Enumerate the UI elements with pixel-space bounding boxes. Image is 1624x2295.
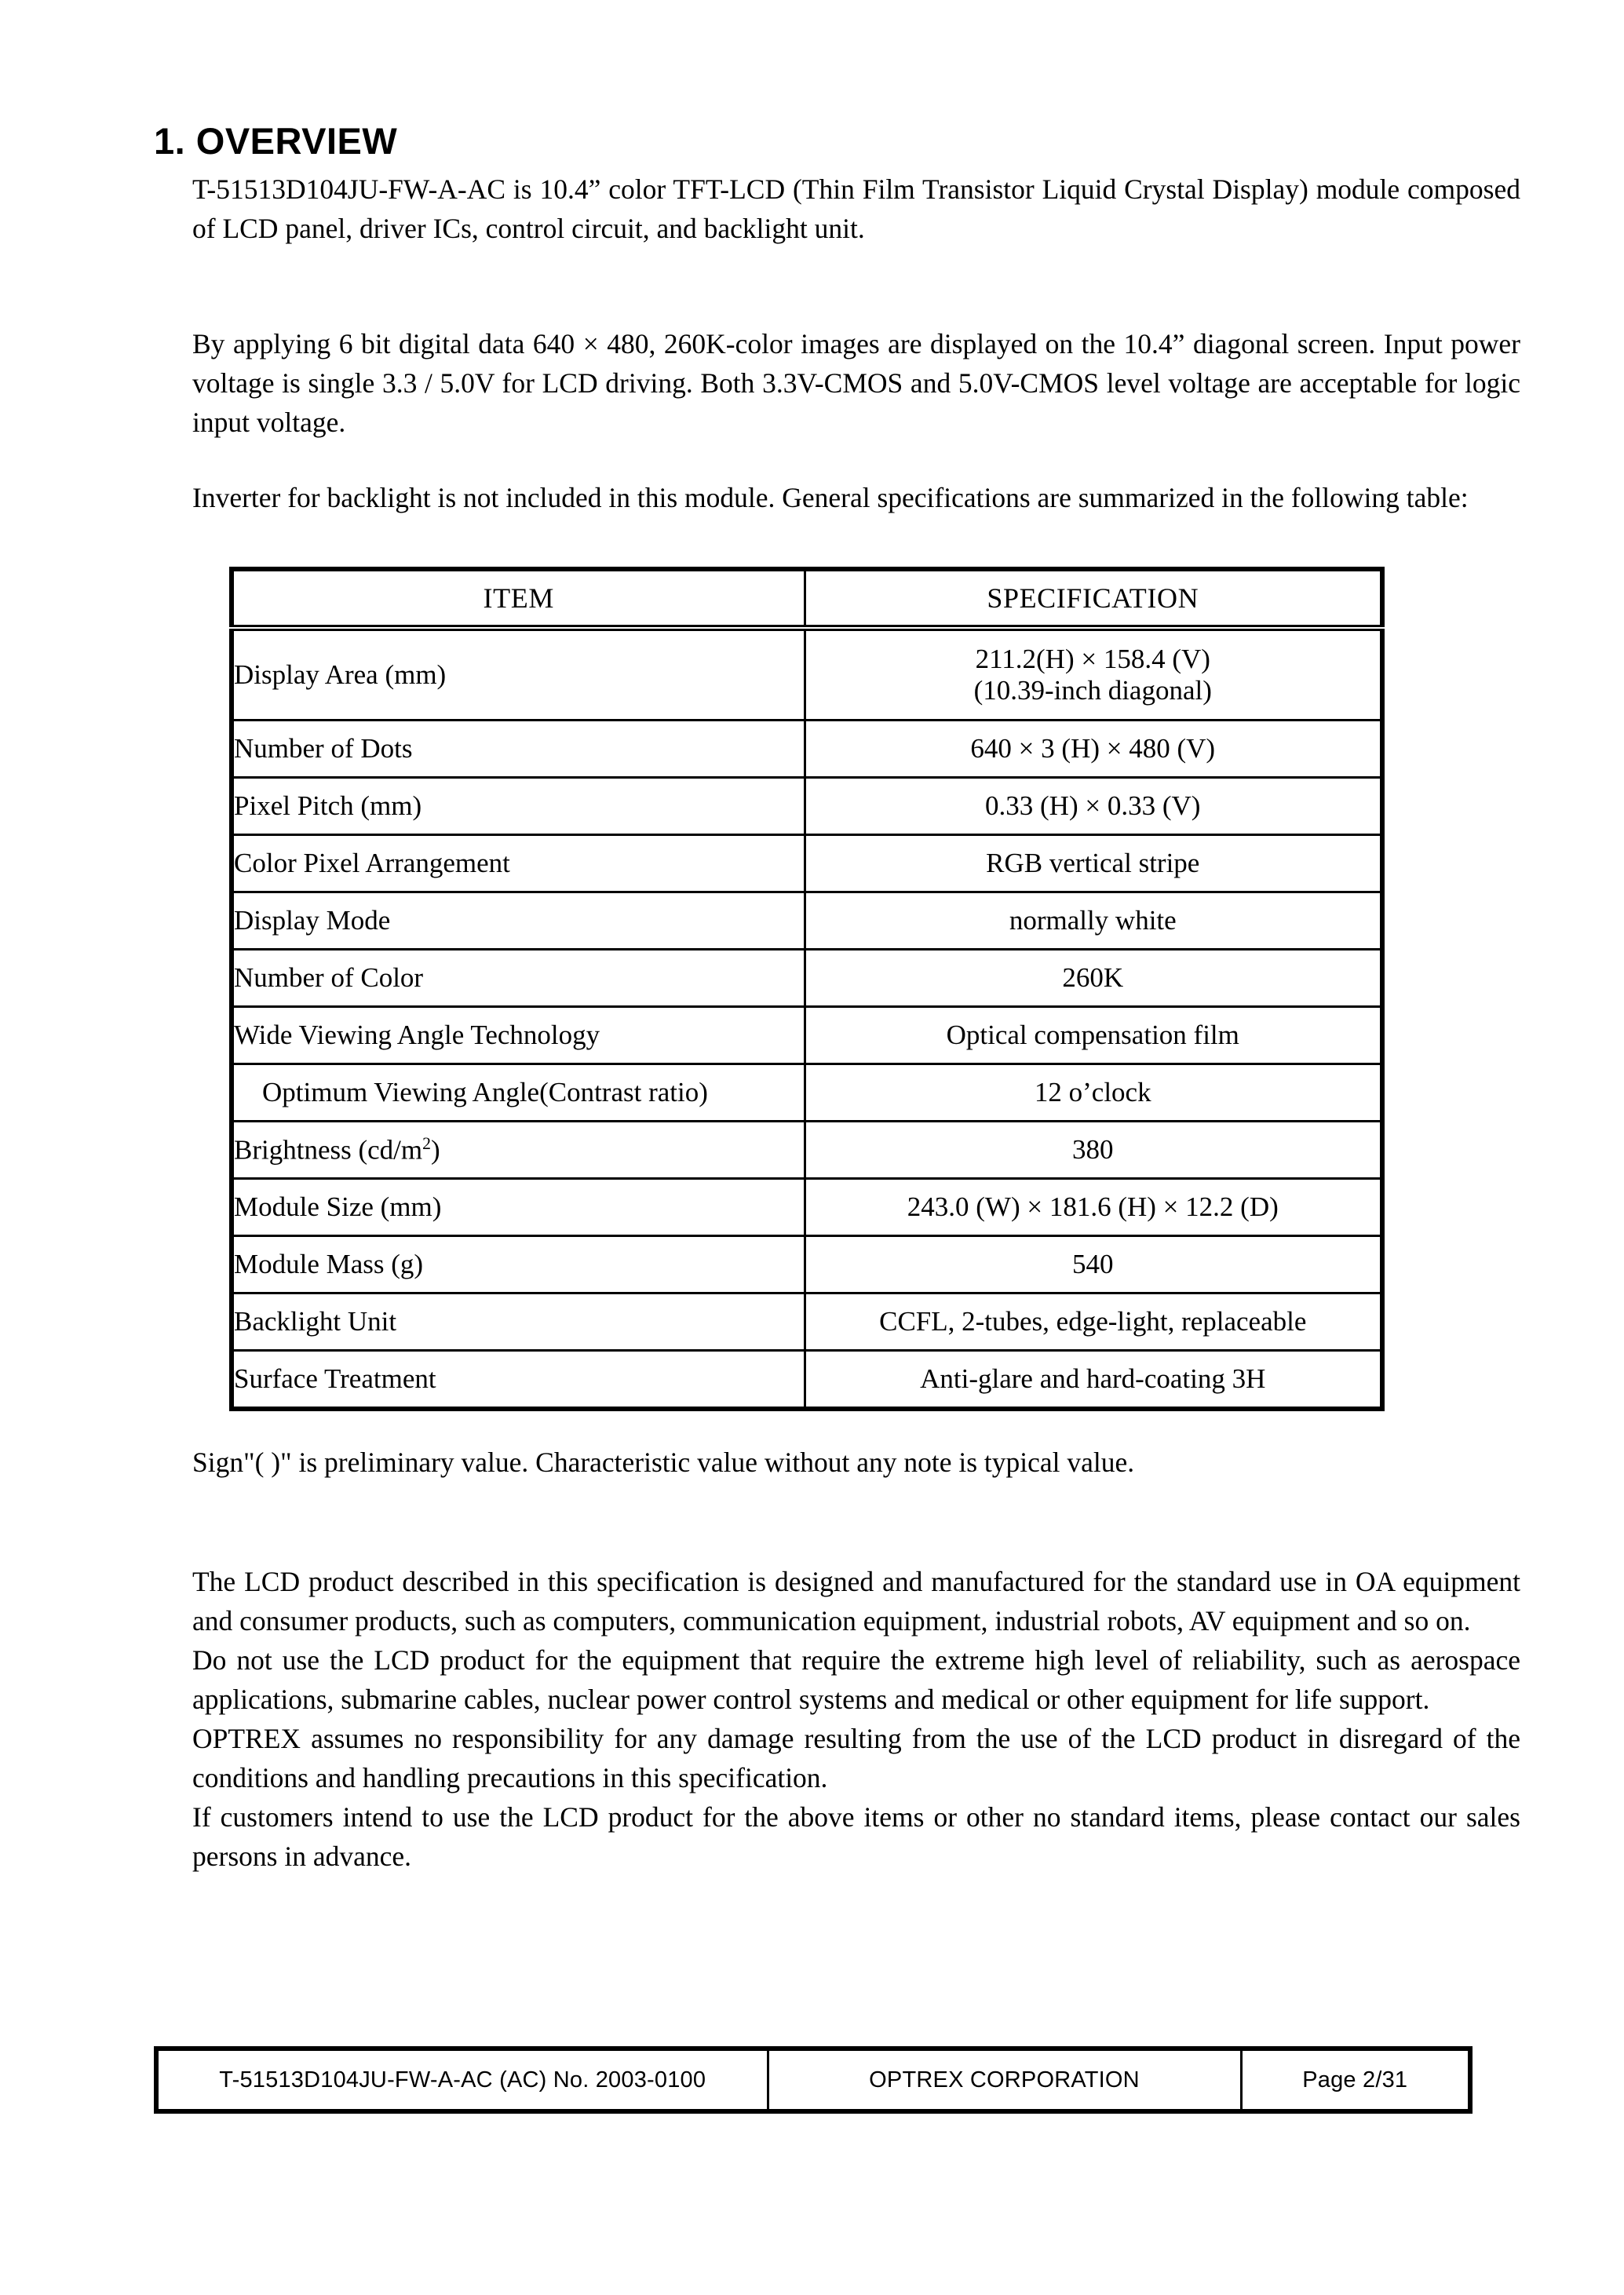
usage-paragraph-2: Do not use the LCD product for the equipment that require the extreme high level of reliability, such as aerospace applications, submarine cables, nuclear power control systems and medical or other equipment for life support.	[192, 1644, 1520, 1715]
specification-table	[229, 567, 1385, 1411]
table-row	[232, 1122, 1382, 1179]
table-cell-item: Backlight Unit	[232, 1293, 805, 1351]
table-cell-specification	[805, 892, 1382, 950]
table-cell-specification	[805, 1122, 1382, 1179]
table-row	[232, 835, 1382, 892]
table-row	[232, 1007, 1382, 1064]
usage-paragraph-3: OPTREX assumes no responsibility for any damage resulting from the use of the LCD product in disregard of the conditions and handling precautions in this specification.	[192, 1723, 1520, 1793]
intro-paragraph-1-block	[192, 170, 1520, 248]
table-cell-item: Brightness $(cd/m^2)$	[232, 1122, 805, 1179]
specification-table-container	[229, 567, 1380, 1411]
table-row	[232, 778, 1382, 835]
table-row	[232, 1351, 1382, 1410]
table-header-row	[232, 569, 1382, 628]
page-footer-table	[154, 2046, 1473, 2114]
table-cell-item: Color Pixel Arrangement	[232, 835, 805, 892]
intro-paragraph-3-block	[192, 478, 1520, 517]
intro-paragraph-3: Inverter for backlight is not included in this module. General specifications are summarized in the following table:	[192, 482, 1469, 513]
page-footer-container	[154, 2046, 1468, 2114]
table-cell-specification-line-1: 12 o’clock	[1034, 1077, 1151, 1107]
table-cell-item: Display Mode	[232, 892, 805, 950]
table-cell-specification-line-1: 540	[1072, 1249, 1114, 1279]
table-cell-item: Number of Color	[232, 950, 805, 1007]
table-cell-item: Surface Treatment	[232, 1351, 805, 1410]
usage-notes-block	[192, 1562, 1520, 1876]
table-row	[232, 950, 1382, 1007]
footer-part-number: T-51513D104JU-FW-A-AC (AC) No. 2003-0100	[156, 2049, 768, 2111]
intro-paragraph-1: T-51513D104JU-FW-A-AC is 10.4” color TFT-LCD (Thin Film Transistor Liquid Crystal Display) module composed of LCD panel, driver ICs, control circuit, and backlight unit.	[192, 173, 1520, 244]
table-row	[232, 628, 1382, 721]
table-cell-specification	[805, 1179, 1382, 1236]
table-row	[232, 1064, 1382, 1122]
table-cell-specification-line-1: Anti-glare and hard-coating 3H	[920, 1363, 1266, 1394]
table-cell-specification	[805, 628, 1382, 721]
table-cell-specification-line-1: 380	[1072, 1134, 1114, 1165]
table-header-specification: SPECIFICATION	[805, 569, 1382, 628]
table-cell-specification-line-1: 211.2(H) × 158.4 (V)	[975, 644, 1210, 674]
table-cell-specification-line-1: CCFL, 2-tubes, edge-light, replaceable	[879, 1306, 1307, 1337]
table-cell-specification	[805, 721, 1382, 778]
sign-note: Sign"( )" is preliminary value. Characteristic value without any note is typical value.	[192, 1447, 1135, 1478]
table-cell-specification-line-1: 260K	[1062, 962, 1124, 993]
usage-paragraph-1: The LCD product described in this specification is designed and manufactured for the standard use in OA equipment and consumer products, such as computers, communication equipment, industrial robots, AV equipment and so on.	[192, 1566, 1520, 1636]
table-cell-specification-line-1: Optical compensation film	[946, 1020, 1239, 1050]
table-cell-specification	[805, 778, 1382, 835]
table-cell-specification	[805, 1293, 1382, 1351]
table-cell-specification-line-1: RGB vertical stripe	[986, 848, 1200, 878]
intro-paragraph-2: By applying 6 bit digital data 640 × 480, 260K-color images are displayed on the 10.4” diagonal screen. Input power voltage is single 3.3 / 5.0V for LCD driving. Both 3.3V-CMOS and 5.0V-CMOS level voltage are acceptable for logic input voltage.	[192, 328, 1520, 438]
table-cell-item: Pixel Pitch (mm)	[232, 778, 805, 835]
table-cell-item: Module Mass (g)	[232, 1236, 805, 1293]
table-row	[232, 1293, 1382, 1351]
table-row	[232, 892, 1382, 950]
usage-paragraph-4: If customers intend to use the LCD product for the above items or other no standard items, please contact our sales persons in advance.	[192, 1801, 1520, 1872]
table-cell-specification	[805, 1351, 1382, 1410]
table-cell-specification-line-1: 0.33 (H) × 0.33 (V)	[985, 790, 1201, 821]
table-row	[232, 1179, 1382, 1236]
sign-note-block	[192, 1443, 1520, 1482]
table-cell-item: Wide Viewing Angle Technology	[232, 1007, 805, 1064]
table-cell-specification	[805, 1236, 1382, 1293]
table-cell-specification-line-2: (10.39-inch diagonal)	[973, 675, 1212, 706]
table-row	[232, 1236, 1382, 1293]
table-cell-specification-line-1: 640 × 3 (H) × 480 (V)	[970, 733, 1216, 764]
page-title: 1. OVERVIEW	[154, 120, 398, 162]
table-header-item: ITEM	[232, 569, 805, 628]
table-cell-specification	[805, 835, 1382, 892]
table-cell-item: Optimum Viewing Angle(Contrast ratio)	[232, 1064, 805, 1122]
intro-paragraph-2-block	[192, 324, 1520, 442]
table-cell-specification	[805, 1064, 1382, 1122]
footer-row	[156, 2049, 1470, 2111]
footer-page-number: Page 2/31	[1241, 2049, 1470, 2111]
footer-company: OPTREX CORPORATION	[768, 2049, 1241, 2111]
table-cell-specification	[805, 1007, 1382, 1064]
table-row	[232, 721, 1382, 778]
table-cell-item: Display Area (mm)	[232, 628, 805, 721]
table-cell-specification	[805, 950, 1382, 1007]
table-cell-specification-line-1: 243.0 (W) × 181.6 (H) × 12.2 (D)	[907, 1191, 1279, 1222]
table-cell-item: Number of Dots	[232, 721, 805, 778]
table-cell-specification-line-1: normally white	[1009, 905, 1177, 936]
table-cell-item: Module Size (mm)	[232, 1179, 805, 1236]
